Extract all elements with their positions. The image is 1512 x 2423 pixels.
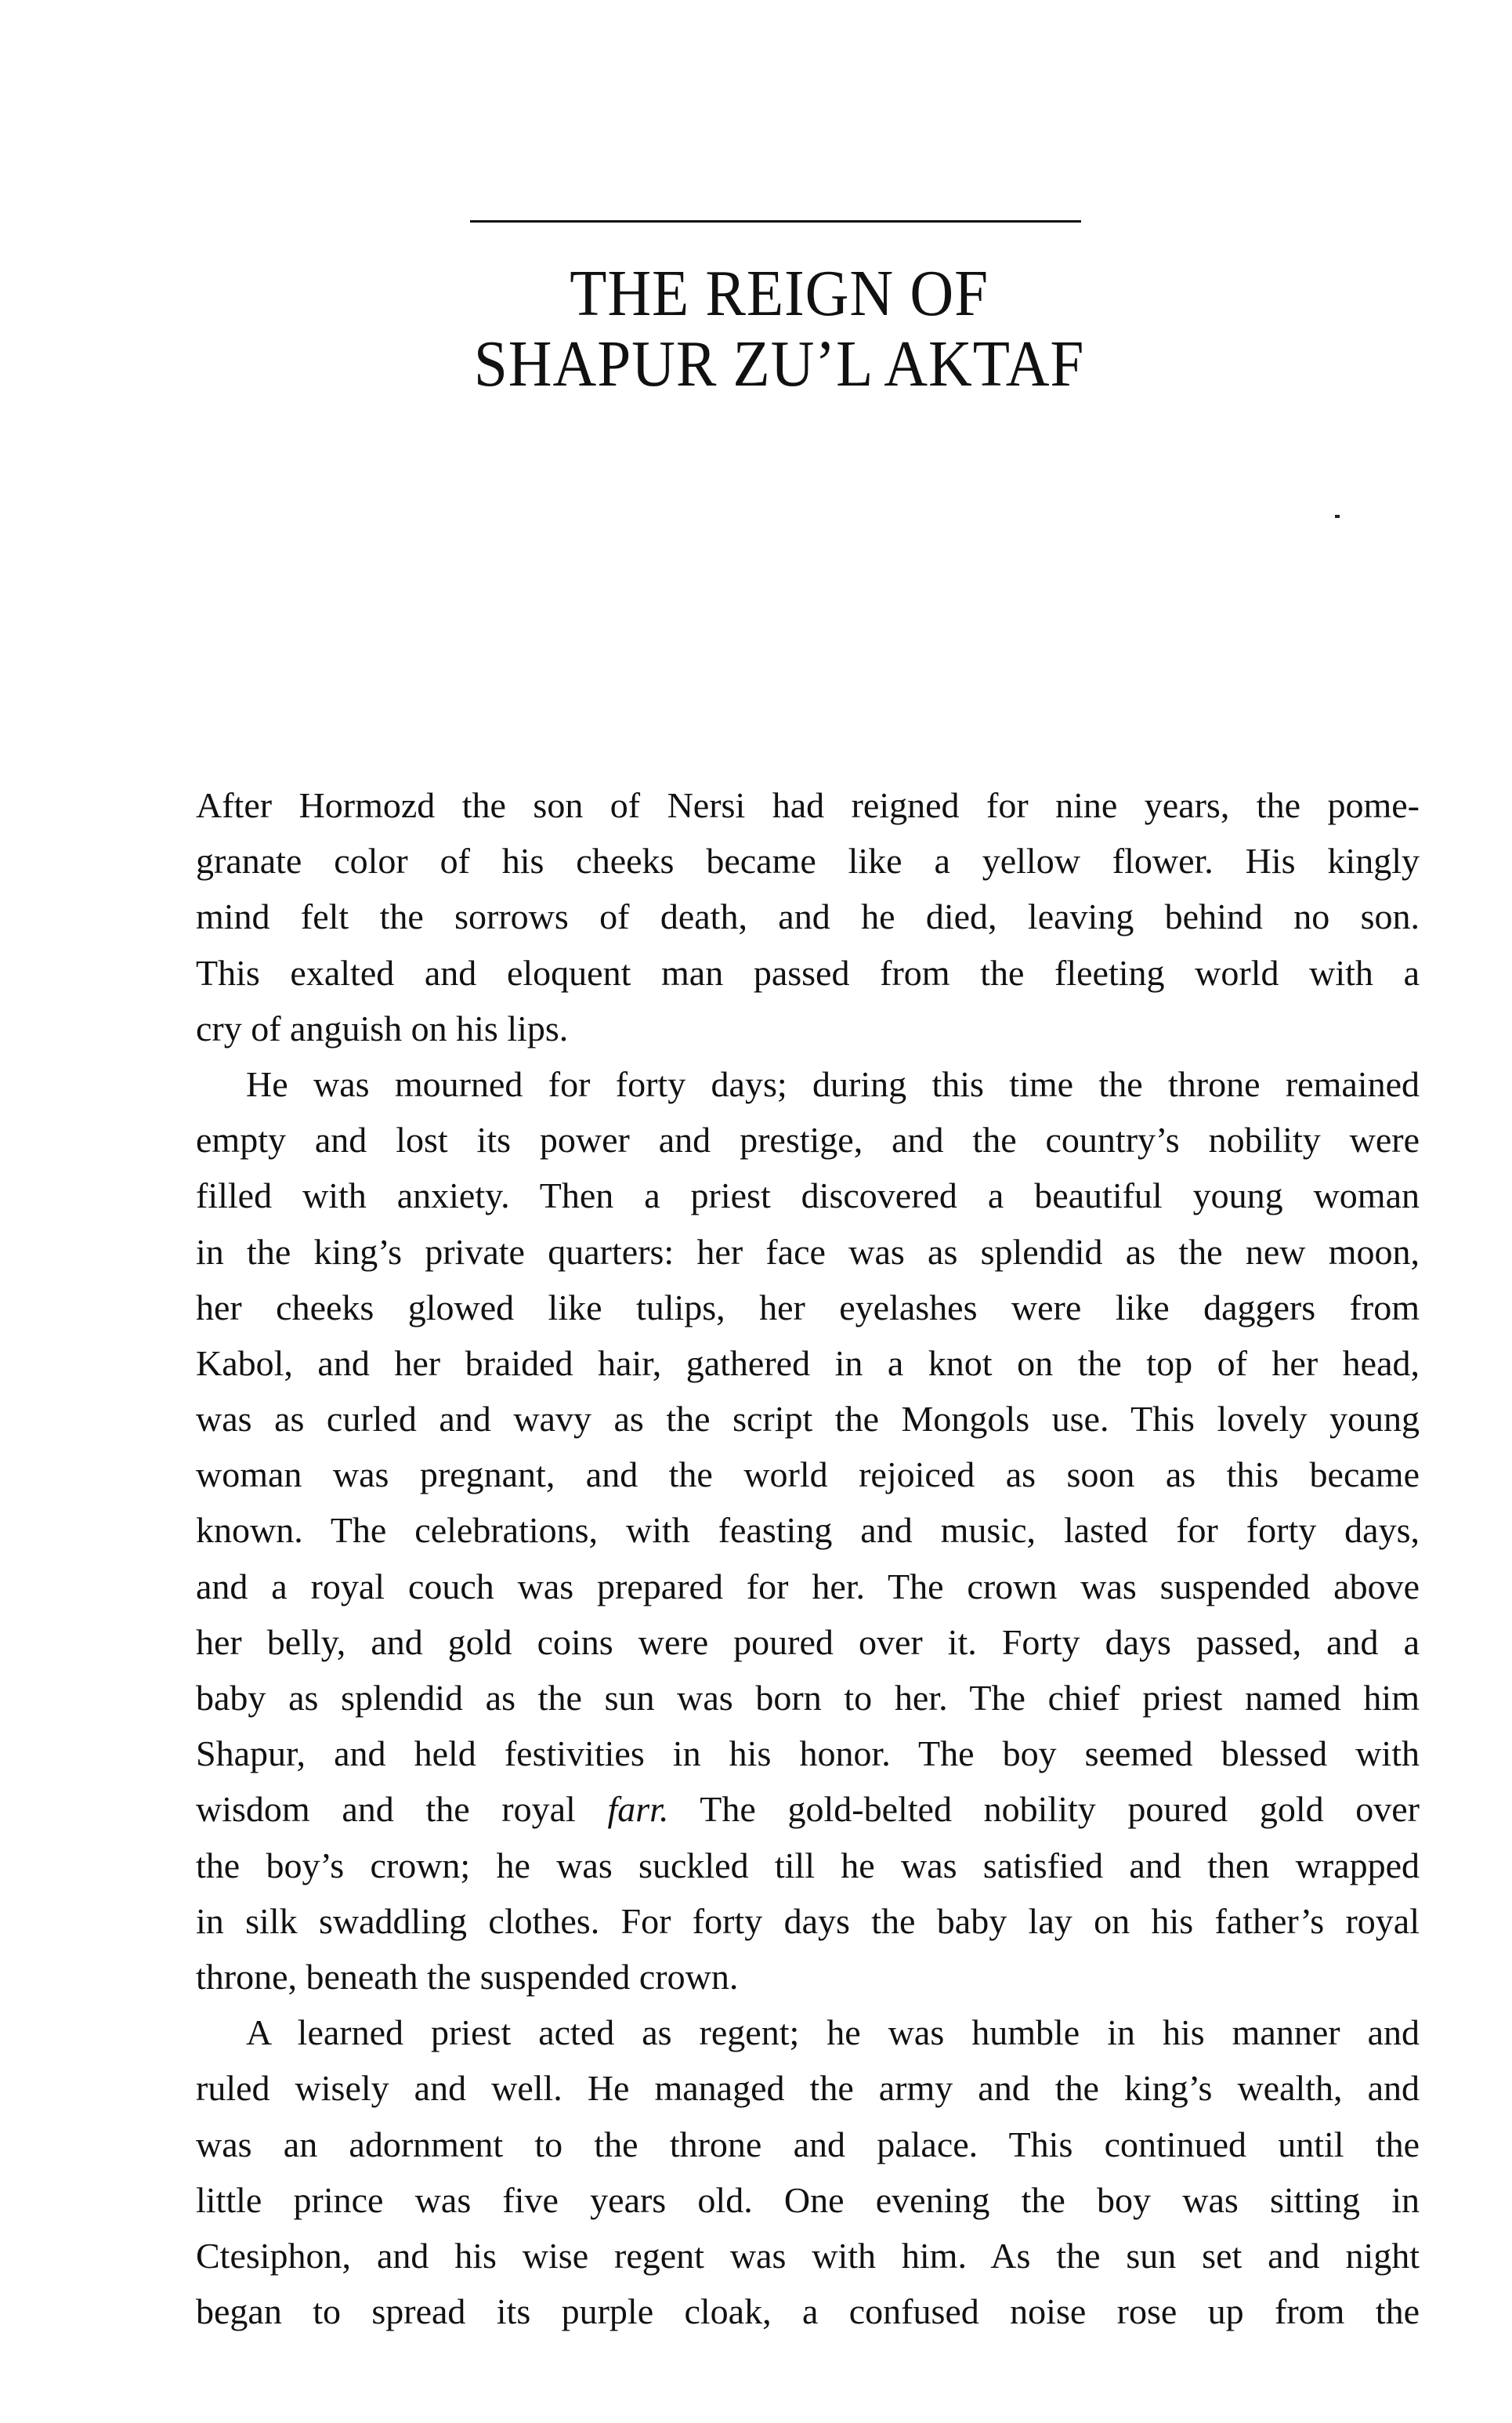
text-line: and a royal couch was prepared for her. The crown was suspended above: [196, 1566, 1420, 1606]
text-line: in the king’s private quarters: her face was as splendid as the new moon,: [196, 1231, 1420, 1272]
text-line: baby as splendid as the sun was born to her. The chief priest named him: [196, 1678, 1420, 1718]
text-line: cry of anguish on his lips.: [196, 1008, 569, 1049]
paragraph-1: [196, 777, 1420, 1056]
text-line: granate color of his cheeks became like a yellow flower. His kingly: [196, 841, 1420, 882]
print-speck: [1335, 515, 1340, 518]
chapter-title: [62, 259, 1453, 400]
text-line: was an adornment to the throne and palace. This continued until the: [196, 2124, 1420, 2164]
text-line: Ctesiphon, and his wise regent was with him. As the sun set and night: [196, 2235, 1420, 2276]
text-line: After Hormozd the son of Nersi had reigned for nine years, the pome-: [196, 785, 1420, 825]
chapter-body: [196, 777, 1420, 2339]
text-segment: wisdom and the royal: [196, 1789, 576, 1830]
text-line: began to spread its purple cloak, a confused noise rose up from the: [196, 2291, 1420, 2332]
text-line: Shapur, and held festivities in his honor. The boy seemed blessed with: [196, 1733, 1420, 1774]
chapter-rule: [470, 220, 1081, 223]
text-line: This exalted and eloquent man passed from the fleeting world with a: [196, 952, 1420, 993]
text-line: her belly, and gold coins were poured over it. Forty days passed, and a: [196, 1621, 1420, 1662]
text-line: the boy’s crown; he was suckled till he was satisfied and then wrapped: [196, 1845, 1420, 1885]
text-line: known. The celebrations, with feasting and music, lasted for forty days,: [196, 1510, 1420, 1551]
text-line: was as curled and wavy as the script the Mongols use. This lovely young: [196, 1399, 1420, 1440]
text-line: little prince was five years old. One evening the boy was sitting in: [196, 2179, 1420, 2220]
text-line: woman was pregnant, and the world rejoiced as soon as this became: [196, 1454, 1420, 1495]
text-line: He was mourned for forty days; during this time the throne remained: [246, 1063, 1420, 1104]
text-line: A learned priest acted as regent; he was humble in his manner and: [246, 2012, 1420, 2053]
chapter-title-line-2: SHAPUR ZU’L AKTAF: [473, 328, 1085, 400]
text-line: ruled wisely and well. He managed the army and the king’s wealth, and: [196, 2068, 1420, 2109]
text-line: filled with anxiety. Then a priest discovered a beautiful young woman: [196, 1175, 1420, 1216]
text-segment: The gold-belted nobility poured gold over: [668, 1789, 1420, 1830]
text-line: in silk swaddling clothes. For forty days the baby lay on his father’s royal: [196, 1900, 1420, 1941]
paragraph-3: [196, 2005, 1420, 2339]
text-line: throne, beneath the suspended crown.: [196, 1956, 739, 1997]
chapter-title-line-1: THE REIGN OF: [570, 257, 989, 330]
text-line: her cheeks glowed like tulips, her eyelashes were like daggers from: [196, 1287, 1420, 1327]
italic-term-farr: farr.: [607, 1789, 669, 1830]
text-line-with-italic: [196, 1781, 1420, 1837]
text-line: Kabol, and her braided hair, gathered in a knot on the top of her head,: [196, 1342, 1420, 1383]
text-line: empty and lost its power and prestige, and the country’s nobility were: [196, 1120, 1420, 1161]
paragraph-2: [196, 1056, 1420, 2005]
text-line: mind felt the sorrows of death, and he died, leaving behind no son.: [196, 896, 1420, 937]
